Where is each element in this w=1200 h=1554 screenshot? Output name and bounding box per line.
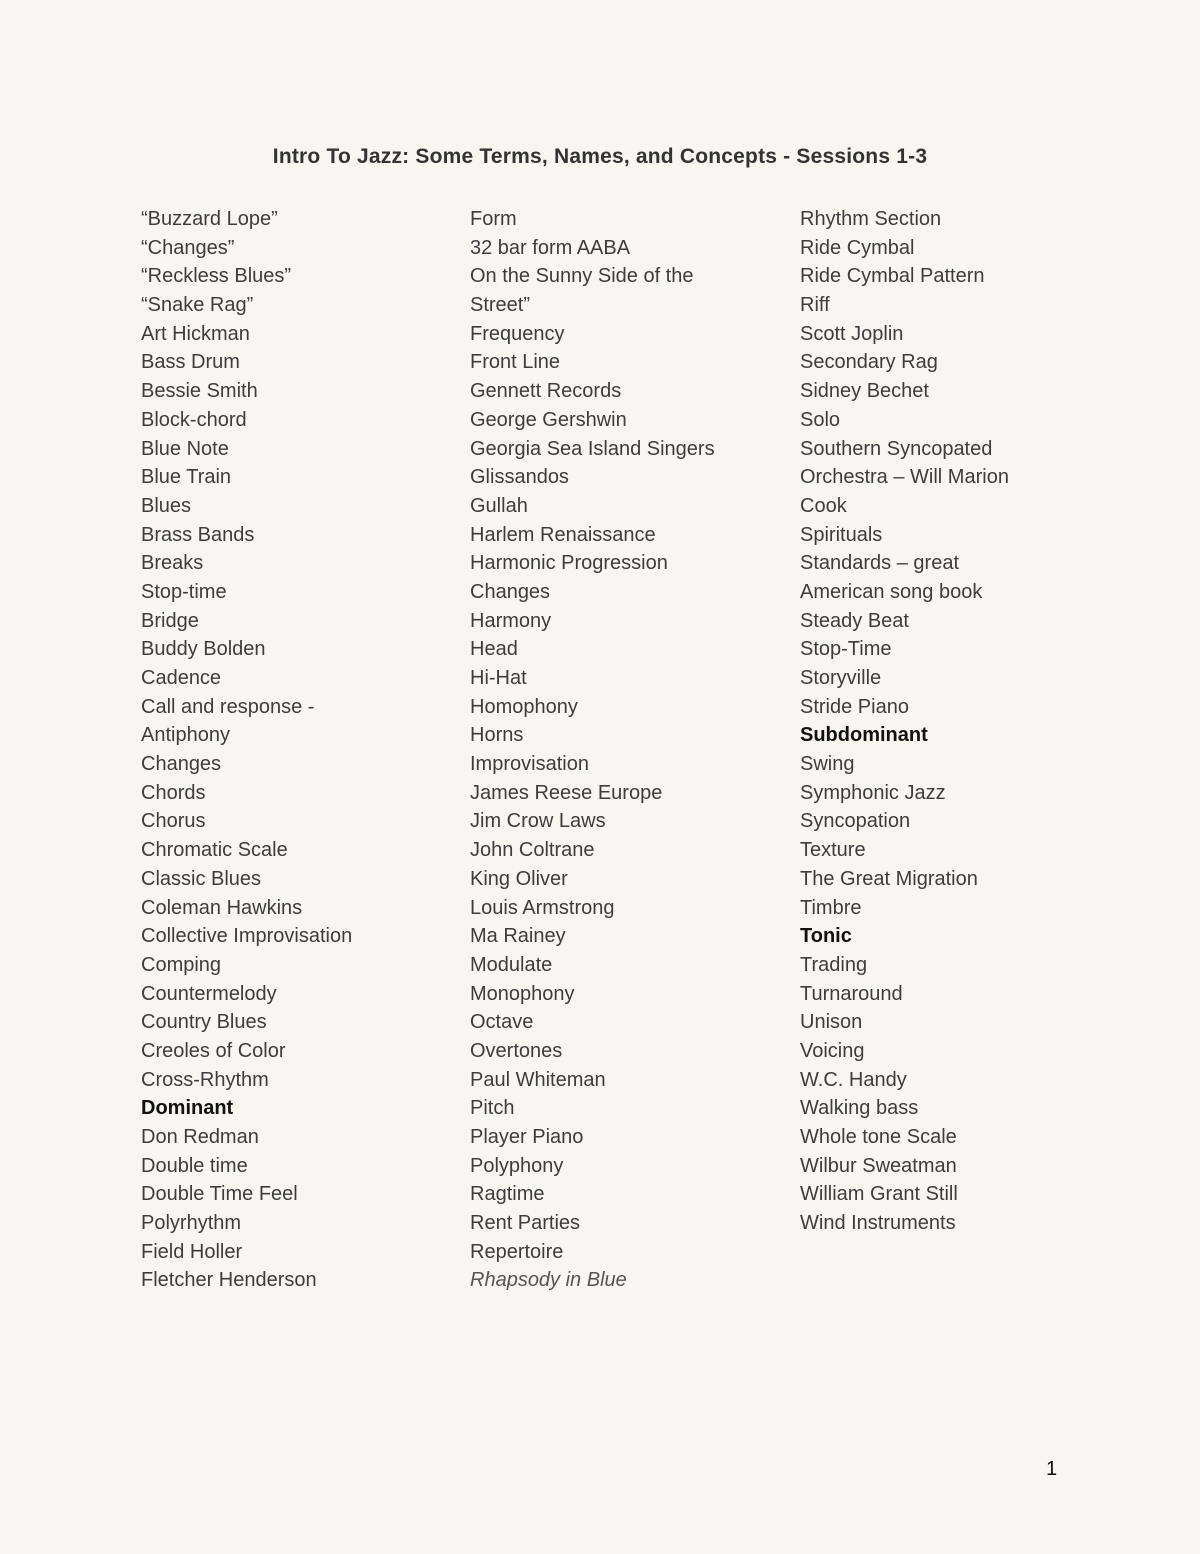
term-list-item: Swing xyxy=(800,753,855,776)
term-list-item: Timbre xyxy=(800,896,862,919)
term-list-item: Georgia Sea Island Singers xyxy=(470,437,715,460)
term-list-item: Homophony xyxy=(470,695,578,718)
term-list-item: Horns xyxy=(470,724,524,747)
term-list-item: Blues xyxy=(141,494,192,517)
term-list-item: Classic Blues xyxy=(141,867,262,890)
term-list-item: Subdominant xyxy=(800,724,928,747)
term-list-item: “Reckless Blues” xyxy=(141,265,292,288)
term-list-item: Polyrhythm xyxy=(141,1212,242,1235)
term-list-item: Brass Bands xyxy=(141,523,255,546)
term-list-item: Block-chord xyxy=(141,408,247,431)
term-list-item: Changes xyxy=(470,580,551,603)
term-list-item: Scott Joplin xyxy=(800,322,904,345)
term-list-item: Bass Drum xyxy=(141,351,240,374)
term-list-item: Chromatic Scale xyxy=(141,839,288,862)
term-list-item: Collective Improvisation xyxy=(141,925,353,948)
term-list-item: Tonic xyxy=(800,925,852,948)
term-list-item: Stop-Time xyxy=(800,638,892,661)
term-list-item: Octave xyxy=(470,1011,534,1034)
term-list-item: Bridge xyxy=(141,609,199,632)
term-list-item: Improvisation xyxy=(470,753,589,776)
term-list-item: Pitch xyxy=(470,1097,515,1120)
term-list-item: Blue Train xyxy=(141,466,232,489)
term-list-item: Louis Armstrong xyxy=(470,896,615,919)
term-list-item: Ragtime xyxy=(470,1183,545,1206)
term-list-item: American song book xyxy=(800,580,983,603)
term-list-item: Breaks xyxy=(141,552,204,575)
term-list-item: Countermelody xyxy=(141,982,277,1005)
term-list-item: Glissandos xyxy=(470,466,569,489)
terms-column-2 xyxy=(470,205,780,1295)
term-list-item: Antiphony xyxy=(141,724,230,747)
term-list-item: Double time xyxy=(141,1154,248,1177)
term-list-item: Hi-Hat xyxy=(470,667,527,689)
terms-column-1 xyxy=(141,205,451,1295)
term-list-item: Cook xyxy=(800,494,847,517)
term-list-item: Cadence xyxy=(141,667,222,689)
term-list-item: Field Holler xyxy=(141,1240,243,1263)
term-list-item: Overtones xyxy=(470,1039,563,1062)
term-list-item: Secondary Rag xyxy=(800,351,938,374)
term-list-item: Frequency xyxy=(470,322,565,345)
term-list-item: Ride Cymbal Pattern xyxy=(800,265,985,288)
term-list-item: Form xyxy=(470,208,517,230)
term-list-item: Comping xyxy=(141,953,222,976)
term-list-item: “Snake Rag” xyxy=(141,294,254,317)
term-list-item: Walking bass xyxy=(800,1097,919,1120)
term-list-item: Buddy Bolden xyxy=(141,638,266,661)
term-list-item: Harmonic Progression xyxy=(470,552,668,575)
term-list-item: Head xyxy=(470,638,518,661)
term-list-item: Standards – great xyxy=(800,552,959,575)
term-list-item: Changes xyxy=(141,753,222,776)
term-list-item: Voicing xyxy=(800,1039,865,1062)
term-list-item: Chords xyxy=(141,781,206,804)
term-list-item: Stride Piano xyxy=(800,695,909,718)
term-list-item: Art Hickman xyxy=(141,322,250,345)
term-list-item: Rhythm Section xyxy=(800,208,942,230)
term-list-item: Coleman Hawkins xyxy=(141,896,303,919)
term-list-item: Harmony xyxy=(470,609,552,632)
term-list-item: Front Line xyxy=(470,351,561,374)
term-list-item: Spirituals xyxy=(800,523,883,546)
term-list-item: Repertoire xyxy=(470,1240,564,1263)
term-list-item: Blue Note xyxy=(141,437,229,460)
document-title: Intro To Jazz: Some Terms, Names, and Concepts - Sessions 1-3 xyxy=(272,145,928,168)
term-list-item: Monophony xyxy=(470,982,575,1005)
term-list-item: Symphonic Jazz xyxy=(800,781,946,804)
term-list-item: Creoles of Color xyxy=(141,1039,286,1062)
term-list-item: Double Time Feel xyxy=(141,1183,298,1206)
term-list-item: Gennett Records xyxy=(470,380,622,403)
term-list-item: Dominant xyxy=(141,1097,234,1120)
term-list-item: Gullah xyxy=(470,494,528,517)
term-list-item: Call and response - xyxy=(141,695,315,718)
page-number: 1 xyxy=(1046,1458,1058,1480)
term-list-item: Chorus xyxy=(141,810,206,833)
term-list-item: Steady Beat xyxy=(800,609,909,632)
term-list-item: Rhapsody in Blue xyxy=(470,1269,627,1292)
term-list-item: William Grant Still xyxy=(800,1183,958,1206)
terms-column-3 xyxy=(800,205,1130,1238)
term-list-item: Syncopation xyxy=(800,810,911,833)
term-list-item: Street” xyxy=(470,294,531,317)
term-list-item: W.C. Handy xyxy=(800,1068,907,1091)
term-list-item: 32 bar form AABA xyxy=(470,236,631,259)
term-list-item: Ride Cymbal xyxy=(800,236,915,259)
term-list-item: Trading xyxy=(800,953,868,976)
term-list-item: Rent Parties xyxy=(470,1212,581,1235)
term-list-item: “Buzzard Lope” xyxy=(141,208,278,230)
term-list-item: Storyville xyxy=(800,667,882,689)
term-list-item: Bessie Smith xyxy=(141,380,258,403)
term-list-item: The Great Migration xyxy=(800,867,978,890)
term-list-item: Unison xyxy=(800,1011,863,1034)
term-list-item: On the Sunny Side of the xyxy=(470,265,694,288)
term-list-item: Cross-Rhythm xyxy=(141,1068,269,1091)
term-list-item: Texture xyxy=(800,839,866,862)
term-list-item: Solo xyxy=(800,408,841,431)
term-list-item: John Coltrane xyxy=(470,839,595,862)
term-list-item: Turnaround xyxy=(800,982,903,1005)
term-list-item: Southern Syncopated xyxy=(800,437,993,460)
term-list-item: George Gershwin xyxy=(470,408,627,431)
term-list-item: Harlem Renaissance xyxy=(470,523,656,546)
term-list-item: Player Piano xyxy=(470,1126,584,1148)
term-list-item: Whole tone Scale xyxy=(800,1126,957,1148)
term-list-item: Polyphony xyxy=(470,1154,564,1177)
term-list-item: Wind Instruments xyxy=(800,1212,956,1235)
term-list-item: Stop-time xyxy=(141,580,227,603)
term-list-item: Wilbur Sweatman xyxy=(800,1154,957,1177)
term-list-item: Riff xyxy=(800,294,830,317)
term-list-item: James Reese Europe xyxy=(470,781,663,804)
term-list-item: Country Blues xyxy=(141,1011,267,1034)
term-list-item: Modulate xyxy=(470,953,553,976)
term-list-item: Fletcher Henderson xyxy=(141,1269,317,1292)
term-list-item: Don Redman xyxy=(141,1126,259,1148)
term-list-item: Jim Crow Laws xyxy=(470,810,606,833)
term-list-item: Ma Rainey xyxy=(470,925,566,948)
term-list-item: Orchestra – Will Marion xyxy=(800,466,1009,489)
term-list-item: King Oliver xyxy=(470,867,568,890)
term-list-item: Paul Whiteman xyxy=(470,1068,606,1091)
term-list-item: “Changes” xyxy=(141,236,235,259)
term-list-item: Sidney Bechet xyxy=(800,380,929,403)
